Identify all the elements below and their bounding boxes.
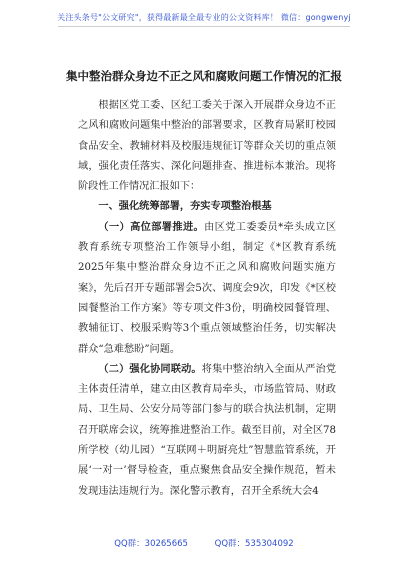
sub1-text: 由区党工委委员*牵头成立区教育系统专项整治工作领导小组，制定《*区教育系统2025年集中整治群众身边不正之风和腐败问题实施方案》，先后召开专题部署会5次、调度会9次，印发《*区校园餐整治工作方案》等专项文件3份，明确校园餐管理、教辅征订、校服采购等3个重点领域整治任务，切实解决群众“急难愁盼”问题。 [78, 221, 337, 355]
intro-paragraph: 根据区党工委、区纪工委关于深入开展群众身边不正之风和腐败问题集中整治的部署要求，区教育局紧盯校园食品安全、教辅材料及校服违规征订等群众关切的重点领域，强化责任落实、深化问题排查、推进标本兼治。现将阶段性工作情况汇报如下： [78, 100, 336, 193]
sub2-heading: （二）强化协同联动。 [98, 363, 202, 375]
footer-qq2: QQ群：535304092 [214, 539, 294, 549]
section-heading [78, 197, 336, 217]
sub2-text: 将集中整治纳入全面从严治党主体责任清单，建立由区教育局牵头，市场监管局、财政局、卫生局、公安分局等部门参与的联合执法机制，定期召开联席会议，统筹推进整治工作。截至目前，对全区78所学校（幼儿园）“互联网＋明厨亮灶”智慧监管系统，开展‘一对一’督导检查，重点聚焦食品安全操作规范，暂未发现违法违规行为。深化警示教育，召开全系统大会4 [78, 363, 337, 497]
footer-qq1: QQ群：30265665 [114, 539, 188, 549]
sub1-paragraph [78, 218, 336, 360]
document-body [78, 96, 336, 502]
header-divider [58, 26, 350, 27]
sub2-paragraph [78, 360, 336, 502]
document-title: 集中整治群众身边不正之风和腐败问题工作情况的汇报 [66, 69, 342, 83]
header-promo-text: 关注头条号"公文研究"，获得最新最全最专业的公文资料库！ 微信：gongwenyj [57, 13, 351, 22]
section1-heading: 一、强化统筹部署，夯实专项整治根基 [98, 201, 272, 213]
footer-contact [0, 537, 408, 549]
sub1-heading: （一）高位部署推进。 [98, 221, 205, 233]
